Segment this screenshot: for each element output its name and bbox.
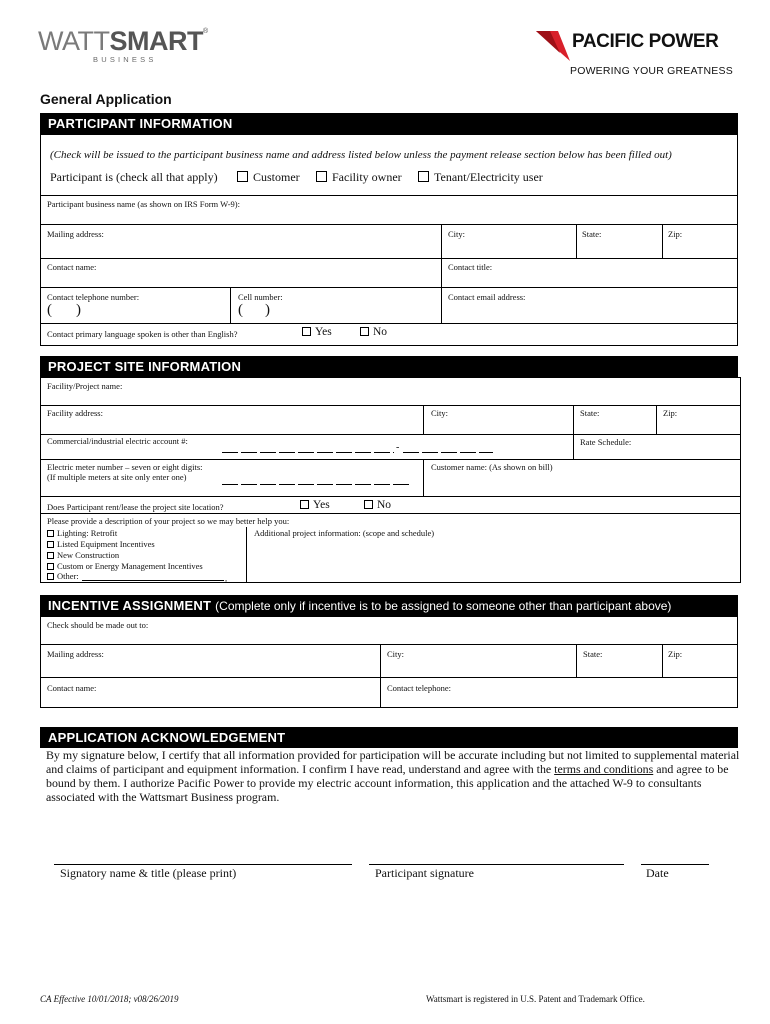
facility-zip-field[interactable]: Zip:	[663, 408, 678, 418]
option-other-checkbox[interactable]: Other:	[47, 571, 79, 581]
option-lighting-retrofit-checkbox[interactable]: Lighting: Retrofit	[47, 528, 117, 538]
zip-field[interactable]: Zip:	[668, 229, 683, 239]
footer-version: CA Effective 10/01/2018; v08/26/2019	[40, 994, 179, 1004]
rent-no-checkbox[interactable]: No	[364, 499, 391, 511]
state-field[interactable]: State:	[582, 229, 602, 239]
contact-phone-field[interactable]: Contact telephone number:	[47, 292, 140, 302]
check-payee-field[interactable]: Check should be made out to:	[47, 620, 149, 630]
participant-section	[40, 134, 738, 346]
acknowledgement-text: By my signature below, I certify that all information provided for participation will be accurate including but not limited to supplemental material and claims of participant and equipment information. I confirm I have read, understand and agree with the terms and conditions and agree to be bound by them. I authorize Pacific Power to provide my electric account information, this application and the attached W-9 to consultants associated with the Wattsmart Business program.	[46, 748, 740, 804]
customer-name-field[interactable]: Customer name: (As shown on bill)	[431, 462, 553, 472]
participant-type-tenant-checkbox[interactable]: Tenant/Electricity user	[418, 170, 543, 185]
date-line[interactable]	[641, 864, 709, 865]
rent-yes-checkbox[interactable]: Yes	[300, 499, 330, 511]
participant-signature-label: Participant signature	[375, 866, 474, 880]
project-section-header: PROJECT SITE INFORMATION	[40, 356, 738, 377]
additional-info-field[interactable]: Additional project information: (scope and schedule)	[254, 528, 435, 538]
participant-type-customer-checkbox[interactable]: Customer	[237, 170, 300, 185]
language-yes-checkbox[interactable]: Yes	[302, 326, 332, 338]
option-new-construction-checkbox[interactable]: New Construction	[47, 550, 119, 560]
account-number-label: Commercial/industrial electric account #:	[47, 436, 188, 446]
participant-signature-line[interactable]	[369, 864, 624, 865]
pacific-power-logo-icon	[536, 31, 570, 61]
participant-type-owner-checkbox[interactable]: Facility owner	[316, 170, 402, 185]
cell-area-code-close: )	[265, 302, 270, 318]
incentive-mailing-field[interactable]: Mailing address:	[47, 649, 104, 659]
incentive-contact-phone-field[interactable]: Contact telephone:	[387, 683, 451, 693]
facility-city-field[interactable]: City:	[431, 408, 449, 418]
contact-email-field[interactable]: Contact email address:	[448, 292, 526, 302]
language-no-checkbox[interactable]: No	[360, 326, 387, 338]
contact-name-field[interactable]: Contact name:	[47, 262, 97, 272]
cell-number-field[interactable]: Cell number:	[238, 292, 283, 302]
meter-number-label: Electric meter number – seven or eight digits: (If multiple meters at site only enter one)	[47, 462, 203, 482]
option-other-field[interactable]	[82, 580, 224, 581]
account-dash: -	[396, 442, 400, 453]
option-other-comma: ,	[225, 573, 228, 583]
rate-schedule-field[interactable]: Rate Schedule:	[580, 437, 632, 447]
participant-section-header: PARTICIPANT INFORMATION	[40, 113, 738, 134]
footer-trademark: Wattsmart is registered in U.S. Patent and Trademark Office.	[426, 994, 645, 1004]
participant-type-prompt: Participant is (check all that apply)	[50, 170, 218, 184]
date-label: Date	[646, 866, 669, 880]
option-listed-equipment-checkbox[interactable]: Listed Equipment Incentives	[47, 539, 155, 549]
phone-area-code-open: (	[47, 302, 52, 318]
phone-area-code-close: )	[76, 302, 81, 318]
description-prompt: Please provide a description of your project so we may better help you:	[47, 516, 290, 526]
page-title: General Application	[40, 91, 172, 107]
incentive-state-field[interactable]: State:	[583, 649, 603, 659]
facility-state-field[interactable]: State:	[580, 408, 600, 418]
meter-number-field[interactable]	[222, 484, 410, 485]
participant-note: (Check will be issued to the participant business name and address listed below unless the payment release section below has been filled out)	[50, 149, 672, 161]
incentive-contact-name-field[interactable]: Contact name:	[47, 683, 97, 693]
incentive-city-field[interactable]: City:	[387, 649, 405, 659]
business-name-field[interactable]: Participant business name (as shown on IRS Form W-9):	[47, 199, 240, 209]
acknowledgement-section-header: APPLICATION ACKNOWLEDGEMENT	[40, 727, 738, 748]
facility-name-field[interactable]: Facility/Project name:	[47, 381, 123, 391]
language-question: Contact primary language spoken is other than English?	[47, 329, 238, 339]
option-custom-energy-checkbox[interactable]: Custom or Energy Management Incentives	[47, 561, 203, 571]
cell-area-code-open: (	[238, 302, 243, 318]
wattsmart-logo-subtitle: BUSINESS	[93, 55, 157, 64]
contact-title-field[interactable]: Contact title:	[448, 262, 493, 272]
mailing-address-field[interactable]: Mailing address:	[47, 229, 104, 239]
terms-and-conditions-link[interactable]: terms and conditions	[554, 762, 654, 776]
incentive-section-header: INCENTIVE ASSIGNMENT (Complete only if incentive is to be assigned to someone other than participant above)	[40, 595, 738, 616]
rent-question: Does Participant rent/lease the project site location?	[47, 502, 224, 512]
signatory-name-line[interactable]	[54, 864, 352, 865]
pacific-power-logo: PACIFIC POWER	[572, 31, 719, 52]
facility-address-field[interactable]: Facility address:	[47, 408, 103, 418]
pacific-power-tagline: POWERING YOUR GREATNESS	[570, 65, 733, 77]
signatory-name-label: Signatory name & title (please print)	[60, 866, 237, 880]
wattsmart-logo: WATTSMART®	[38, 26, 208, 56]
city-field[interactable]: City:	[448, 229, 466, 239]
incentive-zip-field[interactable]: Zip:	[668, 649, 683, 659]
